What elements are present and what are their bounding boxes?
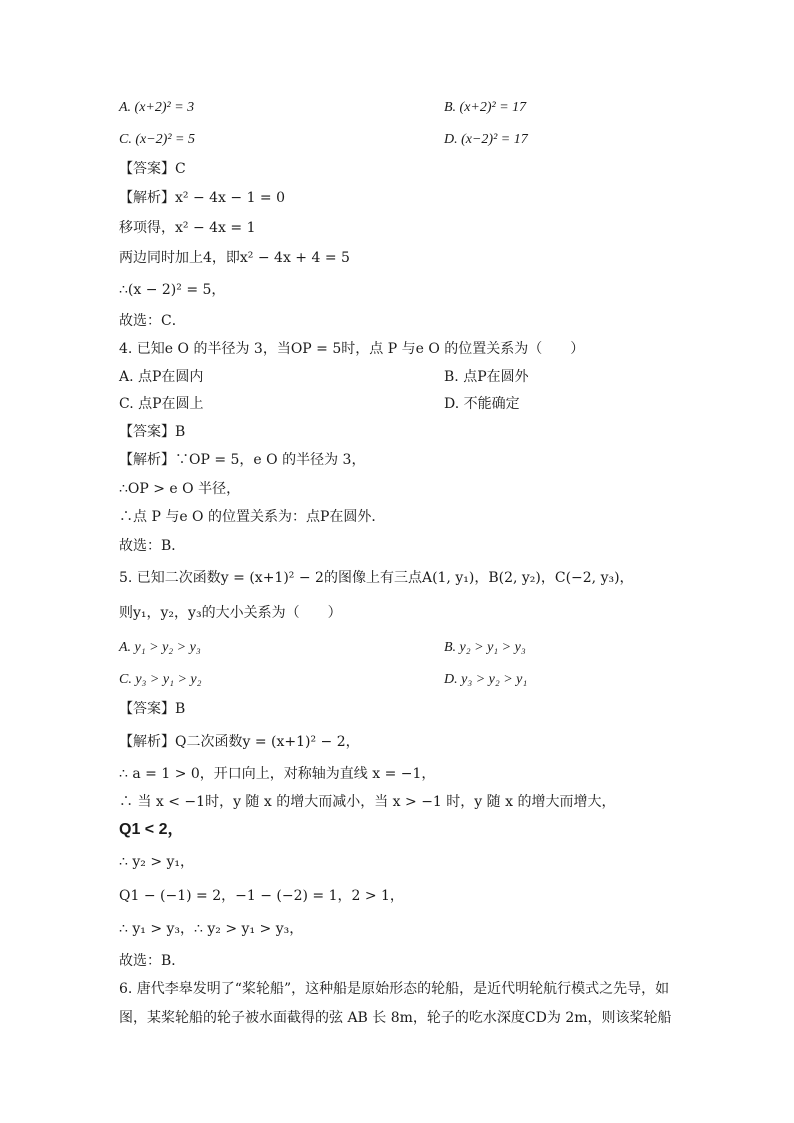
q4-analysis-1: 【解析】∵OP = 5，e O 的半径为 3， xyxy=(119,452,366,468)
q3-option-d: D. (x−2)² = 17 xyxy=(444,132,528,147)
q5-stem-line-2: 则y₁，y₂，y₃的大小关系为（ ） xyxy=(119,605,342,621)
q4-analysis-4: 故选：B． xyxy=(119,538,186,554)
q3-option-b: B. (x+2)² = 17 xyxy=(444,100,527,115)
q3-analysis-4: ∴(x − 2)² = 5， xyxy=(119,282,226,298)
q5-option-c: C. y₃ > y₁ > y₂ xyxy=(119,672,202,687)
q5-analysis-6: Q1 − (−1) = 2，−1 − (−2) = 1，2 > 1， xyxy=(119,888,404,904)
q5-analysis-4: Q1 < 2， xyxy=(119,821,184,838)
q5-analysis-2: ∴ a = 1 > 0，开口向上，对称轴为直线 x = −1， xyxy=(119,766,436,782)
q4-stem: 4. 已知e O 的半径为 3，当OP = 5时，点 P 与e O 的位置关系为（ ） xyxy=(119,341,585,357)
q3-option-c: C. (x−2)² = 5 xyxy=(119,132,195,147)
q5-option-d: D. y₃ > y₂ > y₁ xyxy=(444,672,528,687)
q4-option-c: C. 点P在圆上 xyxy=(119,396,204,412)
q4-option-b: B. 点P在圆外 xyxy=(444,369,529,385)
q6-stem-line-2: 图，某桨轮船的轮子被水面截得的弦 AB 长 8m，轮子的吃水深度CD为 2m，则该桨轮船 xyxy=(119,1010,672,1026)
q4-option-a: A. 点P在圆内 xyxy=(119,369,204,385)
q5-analysis-8: 故选：B． xyxy=(119,953,186,969)
q4-analysis-2: ∴OP > e O 半径， xyxy=(119,481,241,497)
q3-analysis-1: 【解析】x² − 4x − 1 = 0 xyxy=(119,190,286,206)
q3-answer: 【答案】C xyxy=(119,161,186,177)
q5-analysis-5: ∴ y₂ > y₁， xyxy=(119,854,195,870)
q5-stem-line-1: 5. 已知二次函数y = (x+1)² − 2的图像上有三点A(1, y₁)，B(2, y₂)，C(−2, y₃)， xyxy=(119,570,634,586)
q5-option-a: A. y₁ > y₂ > y₃ xyxy=(119,640,201,655)
q3-analysis-5: 故选：C． xyxy=(119,313,186,329)
q3-option-a: A. (x+2)² = 3 xyxy=(119,100,195,115)
q5-analysis-3: ∴ 当 x < −1时，y 随 x 的增大而减小，当 x > −1 时，y 随 x 的增大而增大， xyxy=(119,794,616,810)
q4-answer: 【答案】B xyxy=(119,424,186,440)
q5-answer: 【答案】B xyxy=(119,701,186,717)
q5-analysis-1: 【解析】Q二次函数y = (x+1)² − 2， xyxy=(119,734,360,750)
q6-stem-line-1: 6. 唐代李皋发明了“桨轮船”，这种船是原始形态的轮船，是近代明轮航行模式之先导，如 xyxy=(119,981,670,997)
q4-analysis-3: ∴点 P 与e O 的位置关系为：点P在圆外． xyxy=(119,509,386,525)
q3-analysis-3: 两边同时加上4，即x² − 4x + 4 = 5 xyxy=(119,250,350,266)
q5-option-b: B. y₂ > y₁ > y₃ xyxy=(444,640,526,655)
q5-analysis-7: ∴ y₁ > y₃，∴ y₂ > y₁ > y₃， xyxy=(119,921,304,937)
q3-analysis-2: 移项得，x² − 4x = 1 xyxy=(119,220,256,236)
q4-option-d: D. 不能确定 xyxy=(444,396,520,412)
